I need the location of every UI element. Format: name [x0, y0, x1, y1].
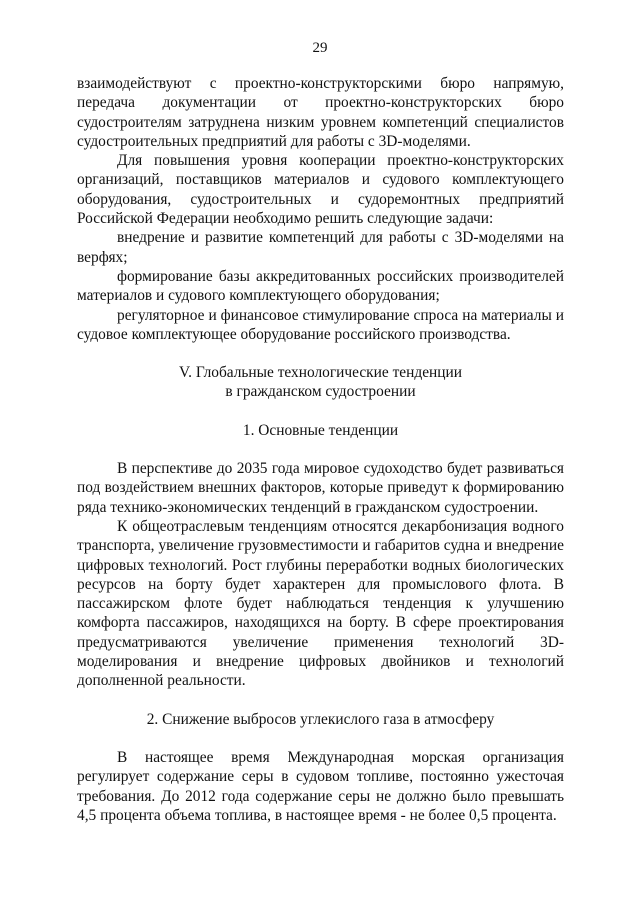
- spacer: [77, 402, 564, 421]
- page-content: [77, 74, 564, 825]
- section-heading-line1: V. Глобальные технологические тенденции: [179, 364, 462, 382]
- subsection-heading: 2. Снижение выбросов углекислого газа в атмосферу: [146, 710, 495, 728]
- task-item: внедрение и развитие компетенций для работы с 3D-моделями на верфях;: [77, 229, 564, 266]
- spacer: [77, 344, 564, 363]
- section-heading-line2: в гражданском судостроении: [225, 383, 416, 401]
- page-number: 29: [312, 40, 328, 56]
- paragraph-sulfur-regulation: В настоящее время Международная морская организация регулирует содержание серы в судовом топливе, постоянно ужесточая требования. До 2012 года содержание серы не должно было превышать 4,5 процента объема топлива, в настоящее время - не более 0,5 процента.: [77, 748, 564, 824]
- task-item: регуляторное и финансовое стимулирование спроса на материалы и судовое комплектующее оборудование российского производства.: [77, 306, 564, 343]
- paragraph-outlook: В перспективе до 2035 года мировое судоходство будет развиваться под воздействием внешних факторов, которые приведут к формированию ряда технико-экономических тенденций в гражданском судостроении.: [77, 460, 564, 516]
- paragraph-cooperation: Для повышения уровня кооперации проектно-конструкторских организаций, поставщиков материалов и судового комплектующего оборудования, судостроительных и судоремонтных предприятий Российской Федерации необходимо решить следующие задачи:: [77, 152, 564, 228]
- paragraph-industry-trends: К общеотраслевым тенденциям относятся декарбонизация водного транспорта, увеличение грузовместимости и габаритов судна и внедрение цифровых технологий. Рост глубины переработки водных биологических ресурсов на борту будет характерен для промыслового флота. В пассажирском флоте будет наблюдаться тенденция к улучшению комфорта пассажиров, находящихся на борту. В сфере проектирования предусматриваются увеличение применения технологий 3D-моделирования и внедрение цифровых двойников и технологий дополненной реальности.: [77, 517, 564, 690]
- subsection-heading: 1. Основные тенденции: [242, 421, 399, 439]
- task-item: формирование базы аккредитованных российских производителей материалов и судового комплектующего оборудования;: [77, 267, 564, 305]
- spacer: [77, 691, 564, 710]
- spacer: [77, 440, 564, 459]
- paragraph-continuation: взаимодействуют с проектно-конструкторскими бюро напрямую, передача документации от проектно-конструкторских бюро судостроителям затруднена низким уровнем компетенций специалистов судостроительных предприятий для работы с 3D-моделями.: [77, 75, 564, 150]
- section-heading: [77, 363, 564, 402]
- spacer: [77, 729, 564, 748]
